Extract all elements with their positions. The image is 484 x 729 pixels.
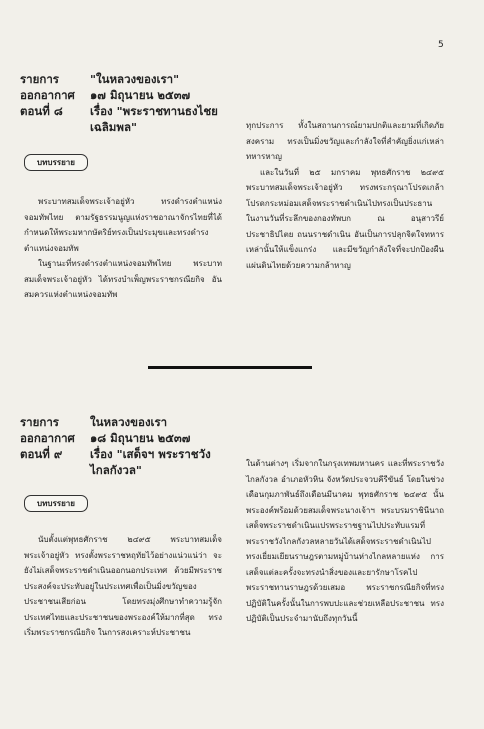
episode9-right-column: [246, 456, 444, 627]
episode-label: ตอนที่ ๙: [20, 447, 63, 461]
section-divider: [148, 366, 312, 369]
paragraph: และในวันที่ ๒๕ มกราคม พุทธศักราช ๒๔๙๕ พระบาทสมเด็จพระเจ้าอยู่หัว ทรงพระกรุณาโปรดเกล้าโปรดกระหม่อมเสด็จพระราชดำเนินไปทรงเป็นประธาน ในงานวันที่ระลึกของกองทัพบก ณ อนุสาวรีย์ประชาธิปไตย ถนนราชดำเนิน อันเป็นการปลุกจิตใจทหารเหล่านั้นให้แข็งแกร่ง และมีขวัญกำลังใจที่จะปกป้องผืนแผ่นดินไทยด้วยความกล้าหาญ: [246, 167, 444, 270]
airdate-value: ๑๗ มิถุนายน ๒๕๓๗: [90, 88, 191, 102]
episode-label: ตอนที่ ๘: [20, 104, 63, 118]
narration-tag: บทบรรยาย: [24, 495, 88, 512]
paragraph: ในฐานะที่ทรงดำรงตำแหน่งจอมทัพไทย พระบาทสมเด็จพระเจ้าอยู่หัว ได้ทรงบำเพ็ญพระราชกรณียกิจ อันสมควรแห่งตำแหน่งจอมทัพ: [24, 259, 222, 299]
page-number: 5: [438, 40, 444, 50]
program-label: รายการ: [20, 415, 59, 429]
program-label: รายการ: [20, 72, 59, 86]
episode-title: เรื่อง "เสด็จฯ พระราชวังไกลกังวล": [90, 447, 211, 477]
paragraph: ทุกประการ ทั้งในสถานการณ์ยามปกติและยามที่เกิดภัยสงคราม ทรงเป็นมิ่งขวัญและกำลังใจที่สำคัญยิ่งแก่เหล่าทหารหาญ: [246, 121, 444, 161]
airdate-label: ออกอากาศ: [20, 88, 75, 102]
narration-tag: บทบรรยาย: [24, 154, 88, 171]
episode8-right-column: [246, 118, 444, 273]
episode8-meta: [20, 71, 230, 135]
program-value: ในหลวงของเรา: [90, 415, 168, 429]
paragraph: นับตั้งแต่พุทธศักราช ๒๔๙๕ พระบาทสมเด็จพระเจ้าอยู่หัว ทรงตั้งพระราชหฤทัยไว้อย่างแน่วแน่ว่า จะยังไม่เสด็จพระราชดำเนินออกนอกประเทศ ด้วยมีพระราชประสงค์จะประทับอยู่ในประเทศเพื่อเป็นมิ่งขวัญของประชาชนเสียก่อน โดยทรงมุ่งศึกษาทำความรู้จักประเทศไทยและประชาชนของพระองค์ให้มากที่สุด ทรงเริ่มพระราชกรณียกิจ ในการสงเคราะห์ประชาชน: [24, 535, 222, 637]
paragraph: พระบาทสมเด็จพระเจ้าอยู่หัว ทรงดำรงตำแหน่งจอมทัพไทย ตามรัฐธรรมนูญแห่งราชอาณาจักรไทยที่ได้กำหนดให้พระมหากษัตริย์ทรงเป็นประมุขและทรงดำรงตำแหน่งจอมทัพ: [24, 197, 222, 253]
episode8-left-column: [24, 194, 222, 303]
paragraph: ในด้านต่างๆ เริ่มจากในกรุงเทพมหานคร และที่พระราชวังไกลกังวล อำเภอหัวหิน จังหวัดประจวบคีรีขันธ์ โดยในช่วงเดือนกุมภาพันธ์ถึงเดือนมีนาคม พุทธศักราช ๒๔๙๕ นั้น พระองค์พร้อมด้วยสมเด็จพระนางเจ้าฯ พระบรมราชินีนาถเสด็จพระราชดำเนินแปรพระราชฐานไปประทับแรมที่พระราชวังไกลกังวลหลายวันได้เสด็จพระราชดำเนินไปทรงเยี่ยมเยียนราษฎรตามหมู่บ้านห่างไกลหลายแห่ง การเสด็จแต่ละครั้งจะทรงนำสิ่งของและยารักษาโรคไปพระราชทานราษฎรด้วยเสมอ พระราชกรณียกิจที่ทรงปฏิบัติในครั้งนั้นในการพบปะและช่วยเหลือประชาชน ทรงปฏิบัติเป็นประจำมานับถึงทุกวันนี้: [246, 459, 444, 623]
program-value: "ในหลวงของเรา": [90, 72, 180, 86]
episode9-meta: [20, 414, 230, 478]
episode9-left-column: [24, 532, 222, 641]
airdate-label: ออกอากาศ: [20, 431, 75, 445]
episode-title: เรื่อง "พระราชทานธงไชยเฉลิมพล": [90, 104, 218, 134]
airdate-value: ๑๘ มิถุนายน ๒๕๓๗: [90, 431, 191, 445]
